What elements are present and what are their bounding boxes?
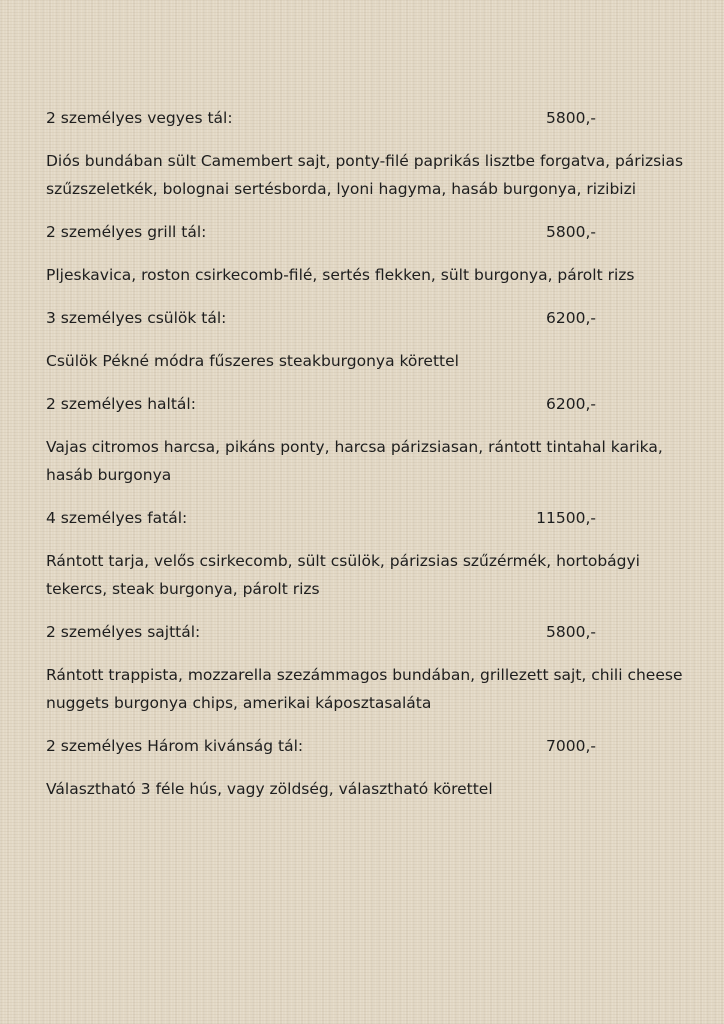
menu-item-price: 11500,- xyxy=(536,509,596,527)
menu-item-name: 2 személyes vegyes tál: xyxy=(46,109,233,127)
menu-item-description: Csülök Pékné módra fűszeres steakburgonya körettel xyxy=(46,352,459,370)
menu-item-description: Vajas citromos harcsa, pikáns ponty, harcsa párizsiasan, rántott tintahal karika, hasáb burgonya xyxy=(46,438,663,484)
menu-item-header xyxy=(46,732,686,760)
menu-item-grill-tal xyxy=(46,218,686,289)
menu-item-vegyes-tal xyxy=(46,104,686,203)
menu-item-name: 2 személyes haltál: xyxy=(46,395,196,413)
menu-item-name: 2 személyes Három kivánság tál: xyxy=(46,737,304,755)
menu-item-description: Diós bundában sült Camembert sajt, ponty-filé paprikás lisztbe forgatva, párizsias szűzszeletkék, bolognai sertésborda, lyoni hagyma, hasáb burgonya, rizibizi xyxy=(46,152,684,198)
menu-item-header xyxy=(46,218,686,246)
menu-item-fatal xyxy=(46,504,686,603)
menu-item-description: Rántott trappista, mozzarella szezámmagos bundában, grillezett sajt, chili cheese nuggets burgonya chips, amerikai káposztasaláta xyxy=(46,666,683,712)
menu-item-name: 2 személyes grill tál: xyxy=(46,223,207,241)
menu-item-price: 7000,- xyxy=(546,737,596,755)
menu-item-price: 6200,- xyxy=(546,395,596,413)
menu-item-description: Pljeskavica, roston csirkecomb-filé, sertés flekken, sült burgonya, párolt rizs xyxy=(46,266,635,284)
menu-item-price: 5800,- xyxy=(546,623,596,641)
menu-item-sajttal xyxy=(46,618,686,717)
menu-list xyxy=(46,104,686,818)
menu-item-header xyxy=(46,618,686,646)
menu-item-price: 5800,- xyxy=(546,223,596,241)
menu-item-haltal xyxy=(46,390,686,489)
menu-item-name: 3 személyes csülök tál: xyxy=(46,309,227,327)
menu-item-header xyxy=(46,390,686,418)
menu-item-header xyxy=(46,104,686,132)
menu-item-csulok-tal xyxy=(46,304,686,375)
menu-item-header xyxy=(46,504,686,532)
menu-item-price: 5800,- xyxy=(546,109,596,127)
menu-item-name: 4 személyes fatál: xyxy=(46,509,188,527)
menu-item-header xyxy=(46,304,686,332)
menu-item-harom-kivansag-tal xyxy=(46,732,686,803)
menu-item-description: Választható 3 féle hús, vagy zöldség, választható körettel xyxy=(46,780,493,798)
menu-item-description: Rántott tarja, velős csirkecomb, sült csülök, párizsias szűzérmék, hortobágyi tekercs, steak burgonya, párolt rizs xyxy=(46,552,640,598)
menu-item-name: 2 személyes sajttál: xyxy=(46,623,201,641)
menu-item-price: 6200,- xyxy=(546,309,596,327)
